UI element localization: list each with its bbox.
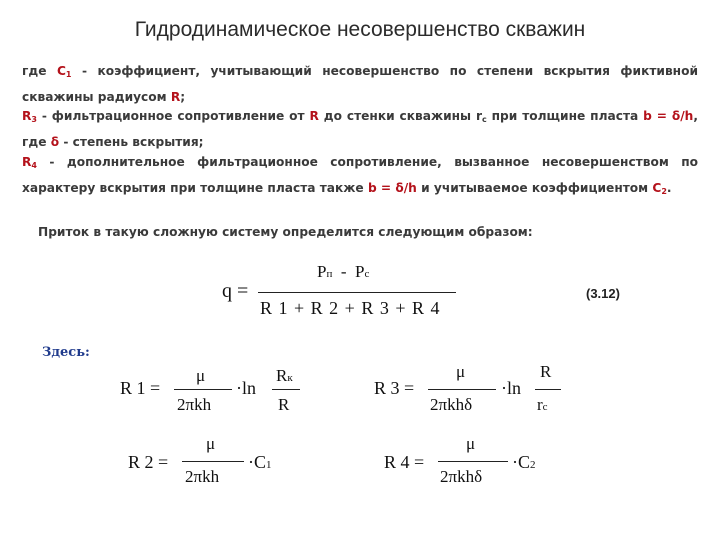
formula-lhs: R 1 = — [120, 378, 161, 398]
symbol-r: R — [170, 90, 181, 104]
text: - коэффициент, учитывающий несовершенство по степени вскрытия фиктивной скважины радиусом — [22, 64, 698, 104]
text: при толщине пласта — [486, 109, 644, 123]
symbol-delta: δ — [50, 135, 60, 149]
fraction-bar — [174, 389, 232, 390]
tail: ·C2 — [512, 452, 536, 472]
page-title: Гидродинамическое несовершенство скважин — [134, 18, 586, 41]
ln: ·ln — [236, 378, 256, 398]
text: где — [22, 64, 47, 78]
mu: μ — [456, 362, 466, 381]
text: - степень вскрытия; — [59, 135, 204, 149]
equation-number: (3.12) — [586, 286, 620, 301]
denominator2: R — [278, 395, 290, 414]
symbol-c2: $C_2$ — [652, 181, 667, 196]
mu: μ — [206, 434, 216, 453]
text: до стенки скважины r — [318, 109, 482, 123]
denominator2: rc — [537, 395, 548, 414]
formula-denominator: R 1 + R 2 + R 3 + R 4 — [260, 298, 440, 318]
lead-text: Приток в такую сложную систему определится следующим образом: — [38, 225, 533, 239]
text: , где — [22, 109, 698, 149]
ln: ·ln — [501, 378, 521, 398]
denominator: 2πkhδ — [430, 395, 473, 414]
paragraph-r4 — [22, 151, 698, 203]
symbol-c1: $C_1$ — [56, 64, 72, 79]
symbol-b: b = δ/h — [643, 109, 694, 123]
text: ; — [180, 90, 186, 104]
symbol-r3: $R_3$ — [22, 109, 37, 124]
text: - дополнительное фильтрационное сопротивление, вызванное несовершенством по характеру вскрытия при толщине пласта также — [22, 155, 698, 195]
fraction-bar — [535, 389, 561, 390]
text: и учитываемое коэффициентом — [416, 181, 653, 195]
paragraph-c1 — [22, 60, 698, 108]
formula-lhs: R 3 = — [374, 378, 415, 398]
subscript-c: c — [481, 115, 487, 124]
numerator2: Rк — [276, 366, 293, 385]
denominator: 2πkh — [177, 395, 212, 414]
formula-lhs: R 2 = — [128, 452, 169, 472]
formula-lhs: q = — [222, 280, 249, 302]
text: - фильтрационное сопротивление от — [36, 109, 310, 123]
fraction-bar — [258, 292, 456, 293]
denominator: 2πkhδ — [440, 467, 483, 486]
symbol-r4: $R_4$ — [22, 155, 37, 170]
here-label: Здесь: — [42, 345, 90, 360]
symbol-r: R — [309, 109, 319, 123]
text: . — [666, 181, 672, 195]
fraction-bar — [438, 461, 508, 462]
denominator: 2πkh — [185, 467, 220, 486]
fraction-bar — [272, 389, 300, 390]
numerator2: R — [540, 362, 552, 381]
paragraph-r3 — [22, 105, 698, 153]
fraction-bar — [428, 389, 496, 390]
tail: ·C1 — [248, 452, 272, 472]
formula-numerator: Pп - Pc — [317, 262, 370, 281]
symbol-b: b = δ/h — [367, 181, 417, 195]
formula-lhs: R 4 = — [384, 452, 425, 472]
mu: μ — [196, 366, 206, 385]
fraction-bar — [182, 461, 244, 462]
mu: μ — [466, 434, 476, 453]
